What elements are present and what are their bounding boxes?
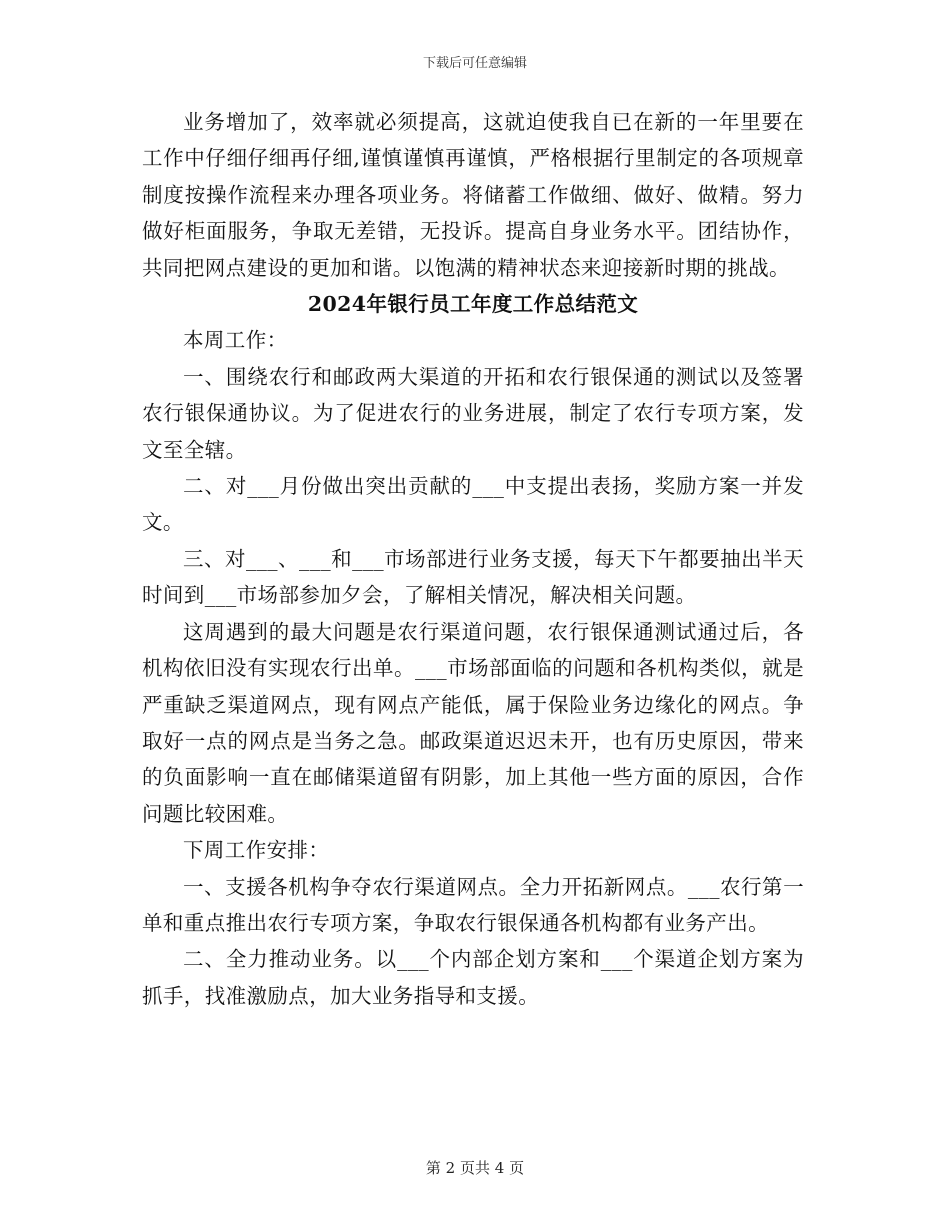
paragraph-item-3: 三、对___、___和___市场部进行业务支援，每天下午都要抽出半天时间到___市场部参加夕会，了解相关情况，解决相关问题。 [142, 546, 804, 608]
page-footer: 第 2 页共 4 页 [425, 1159, 525, 1177]
paragraph-next-week-heading: 下周工作安排： [183, 838, 330, 863]
paragraph-problems: 这周遇到的最大问题是农行渠道问题，农行银保通测试通过后，各机构依旧没有实现农行出单。___市场部面临的问题和各机构类似，就是严重缺乏渠道网点，现有网点产能低，属于保险业务边缘化的网点。争取好一点的网点是当务之急。邮政渠道迟迟未开，也有历史原因，带来的负面影响一直在邮储渠道留有阴影，加上其他一些方面的原因，合作问题比较困难。 [142, 619, 804, 826]
document-body [142, 104, 804, 1014]
paragraph-item-2: 二、对___月份做出突出贡献的___中支提出表扬，奖励方案一并发文。 [142, 474, 804, 535]
paragraph-this-week-heading: 本周工作： [183, 328, 288, 353]
page-header: 下载后可任意编辑 [422, 56, 527, 71]
paragraph-next-item-1: 一、支援各机构争夺农行渠道网点。全力开拓新网点。___农行第一单和重点推出农行专项方案，争取农行银保通各机构都有业务产出。 [142, 874, 804, 935]
paragraph-next-item-2: 二、全力推动业务。以___个内部企划方案和___个渠道企划方案为抓手，找准激励点，加大业务指导和支援。 [142, 947, 804, 1008]
paragraph-intro: 业务增加了，效率就必须提高，这就迫使我自已在新的一年里要在工作中仔细仔细再仔细,谨慎谨慎再谨慎，严格根据行里制定的各项规章制度按操作流程来办理各项业务。将储蓄工作做细、做好、做精。努力做好柜面服务，争取无差错，无投诉。提高自身业务水平。团结协作，共同把网点建设的更加和谐。以饱满的精神状态来迎接新时期的挑战。 [142, 110, 804, 280]
section-title: 2024年银行员工年度工作总结范文 [307, 292, 639, 317]
paragraph-item-1: 一、围绕农行和邮政两大渠道的开拓和农行银保通的测试以及签署农行银保通协议。为了促进农行的业务进展，制定了农行专项方案，发文至全辖。 [142, 364, 804, 462]
